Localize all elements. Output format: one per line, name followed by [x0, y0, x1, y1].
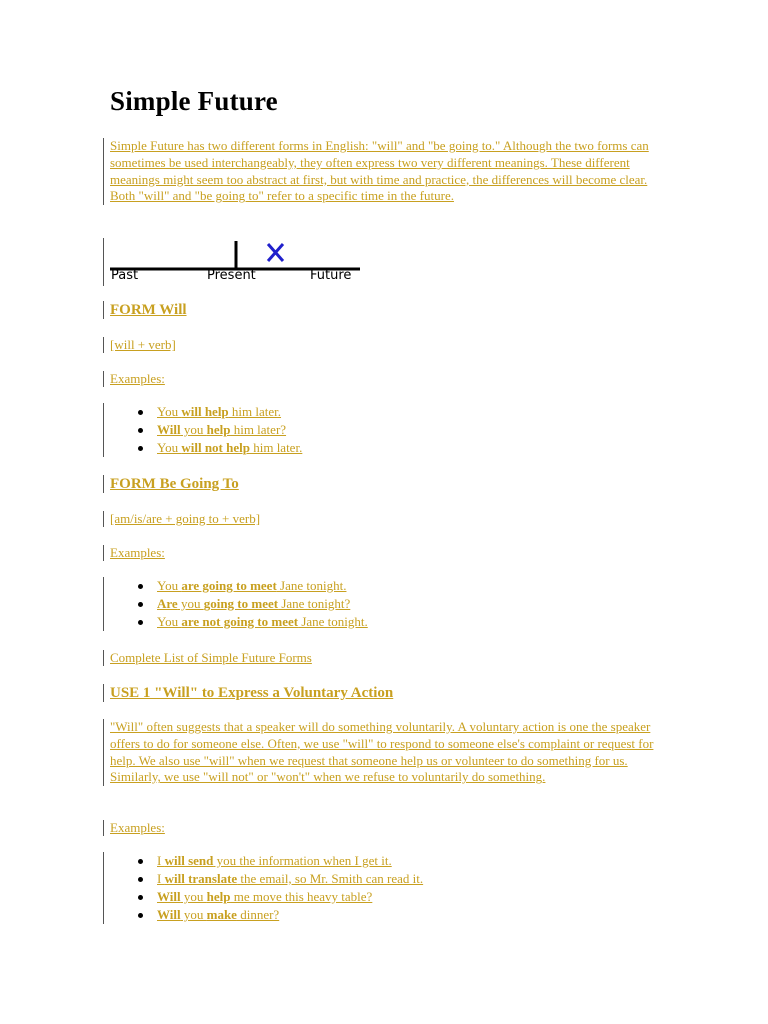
form-will-heading[interactable]: FORM Will — [110, 302, 187, 318]
form-going-examples-label-block — [103, 545, 165, 561]
example-verb-bold: make — [206, 907, 237, 922]
use1-examples-label-block — [103, 820, 165, 836]
example-item[interactable] — [157, 577, 368, 595]
example-verb-bold: are going to meet — [181, 578, 277, 593]
example-text: him later? — [230, 422, 287, 437]
example-verb-bold: will translate — [164, 871, 238, 886]
example-item[interactable] — [157, 613, 368, 631]
examples-label[interactable]: Examples: — [110, 820, 165, 835]
example-verb-bold: will send — [164, 853, 214, 868]
example-item[interactable] — [157, 888, 423, 906]
example-text: him later. — [228, 404, 282, 419]
form-going-examples-list — [110, 577, 368, 631]
form-going-heading-block — [103, 475, 239, 493]
timeline-label-past: Past — [111, 268, 139, 283]
form-will-formula-block — [103, 337, 176, 353]
example-item[interactable] — [157, 870, 423, 888]
use1-heading[interactable]: USE 1 "Will" to Express a Voluntary Action — [110, 685, 394, 701]
form-will-examples-list — [110, 403, 302, 457]
use1-heading-block — [103, 684, 393, 702]
example-text: me move this heavy table? — [230, 889, 373, 904]
example-verb-bold: are not going to meet — [181, 614, 299, 629]
form-will-heading-block — [103, 301, 187, 319]
example-item[interactable] — [157, 906, 423, 924]
timeline-label-present: Present — [207, 268, 256, 283]
use1-text-block — [103, 719, 670, 786]
example-text: you — [180, 889, 207, 904]
example-text: Jane tonight. — [298, 614, 368, 629]
form-going-heading[interactable]: FORM Be Going To — [110, 476, 239, 492]
intro-block — [103, 138, 670, 205]
example-verb-bold: help — [206, 422, 231, 437]
example-item[interactable] — [157, 403, 302, 421]
example-text: Jane tonight? — [278, 596, 351, 611]
use1-paragraph[interactable]: "Will" often suggests that a speaker will do something voluntarily. A voluntary action is one the speaker offers to do for someone else. Often, we use "will" to respond to someone else's complaint or request for help. We also use "will" when we request that someone help us or volunteer to do something for us. Similarly, we use "will not" or "won't" when we refuse to voluntarily do something. — [110, 719, 654, 785]
form-going-formula-block — [103, 511, 260, 527]
form-will-examples-block — [103, 403, 302, 457]
example-text: You — [157, 578, 182, 593]
example-verb-bold: Will — [157, 907, 181, 922]
use1-examples-list — [110, 852, 423, 924]
use1-examples-block — [103, 852, 423, 924]
example-text: dinner? — [236, 907, 280, 922]
example-text: I — [157, 853, 165, 868]
example-text: you — [180, 422, 207, 437]
example-text: You — [157, 404, 182, 419]
example-text: you — [177, 596, 204, 611]
complete-list-link[interactable]: Complete List of Simple Future Forms — [110, 650, 312, 665]
complete-list-block — [103, 650, 312, 666]
form-will-examples-label-block — [103, 371, 165, 387]
example-text: you — [180, 907, 207, 922]
example-verb-bold: will help — [181, 404, 229, 419]
example-verb-bold: will not help — [181, 440, 250, 455]
example-verb-bold: Will — [157, 889, 181, 904]
example-verb-bold: Are — [157, 596, 178, 611]
form-will-formula[interactable]: [will + verb] — [110, 337, 176, 352]
examples-label[interactable]: Examples: — [110, 371, 165, 386]
example-text: you the information when I get it. — [213, 853, 392, 868]
example-verb-bold: going to meet — [203, 596, 279, 611]
example-item[interactable] — [157, 439, 302, 457]
timeline-label-future: Future — [310, 268, 352, 283]
example-text: You — [157, 614, 182, 629]
example-verb-bold: Will — [157, 422, 181, 437]
future-marker-icon — [268, 244, 283, 261]
example-item[interactable] — [157, 421, 302, 439]
example-item[interactable] — [157, 595, 368, 613]
example-text: him later. — [249, 440, 303, 455]
example-text: I — [157, 871, 165, 886]
example-verb-bold: help — [206, 889, 231, 904]
example-text: You — [157, 440, 182, 455]
examples-label[interactable]: Examples: — [110, 545, 165, 560]
form-going-formula[interactable]: [am/is/are + going to + verb] — [110, 511, 261, 526]
page-title: Simple Future — [110, 86, 278, 116]
form-going-examples-block — [103, 577, 368, 631]
example-text: Jane tonight. — [276, 578, 347, 593]
timeline-diagram — [103, 238, 364, 286]
intro-paragraph[interactable]: Simple Future has two different forms in English: "will" and "be going to." Although the two forms can sometimes be used interchangeably, they often express two very different meanings. These different meanings might seem too abstract at first, but with time and practice, the differences will become clear. Both "will" and "be going to" refer to a specific time in the future. — [110, 138, 649, 204]
example-item[interactable] — [157, 852, 423, 870]
example-text: the email, so Mr. Smith can read it. — [237, 871, 424, 886]
